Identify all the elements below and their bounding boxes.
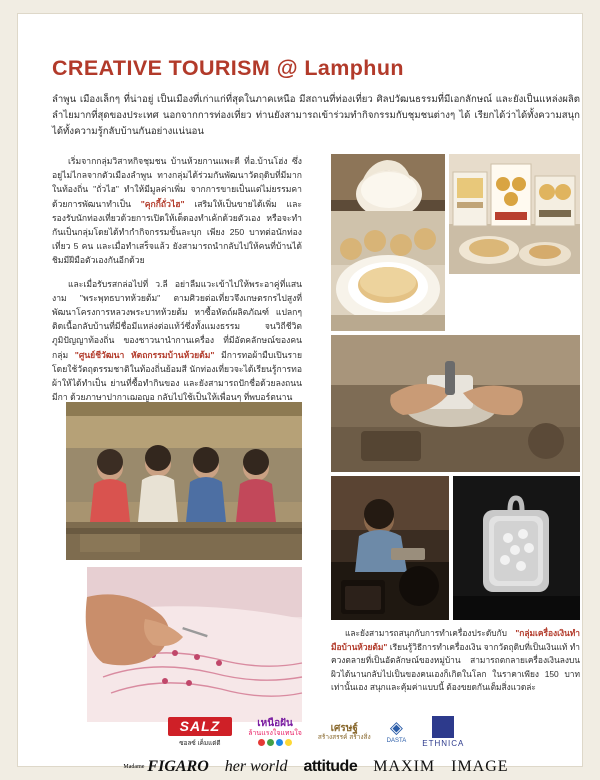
left-text-column [52, 154, 302, 413]
photo-silver-pendant [453, 476, 580, 620]
logo-ethnica[interactable] [422, 714, 464, 750]
logo-figaro[interactable] [123, 756, 208, 778]
body-p1-highlight: "คุกกี้ถั่วไฮ" [140, 198, 185, 209]
photo-silversmith-hands [331, 335, 580, 472]
logo-herworld-label: her world [224, 758, 288, 775]
body-p1-before: เริ่มจากกลุ่มวิสาหกิจชุมชน บ้านห้วยกานแพะดี ที่อ.บ้านโฮ่ง ซึ่งอยู่ไม่ไกลจากตัวเมืองลำพูน ทางกลุ่มได้ร่วมกันพัฒนาวัตถุดิบที่มีมากในท้องถิ่น "ถั่วไฮ" ทำให้มีมูลค่าเพิ่ม จากการขายเป็นแต่ไม่ยรรมคาด้วยการพัฒนาทำเป็น [52, 156, 302, 209]
logo-salz-main: SALZ [168, 717, 233, 736]
photo-cookie-packages [449, 154, 580, 274]
logo-figaro-label: FIGARO [147, 758, 209, 775]
photo-weaving-group [66, 402, 302, 560]
right-caption-highlight: "กลุ่มเครื่องเงินทำมือบ้านห้วยต้ม" [331, 628, 580, 652]
logo-ethnica-label: ETHNICA [422, 738, 465, 748]
logo-image[interactable] [451, 756, 508, 778]
logo-maxim-label: MAXIM [373, 758, 436, 775]
ethnica-square-icon [432, 716, 454, 738]
logo-dasta[interactable] [387, 714, 407, 750]
page-title: CREATIVE TOURISM @ Lamphun [52, 56, 404, 80]
right-caption-paragraph [331, 627, 580, 695]
right-caption-after: เรียนรู้วิธีการทำเครื่องเงิน จากวัตถุดิบที่เป็นเงินแท้ ทำควงตลายที่เป็นอัตลักษณ์ของหมู่บ้าน สามารถตกลายเครื่องเงินลงบนผิวได้นานกลับไปเป็นของคนเองก็เกิดในโลก ในราคาเพียง 150 บาท เท่านั้นเอง สนุกและคุ้มค่าแบบนี้ ต้องขยดกันเต็มสิ่งแวดล่ะ [331, 641, 580, 693]
right-caption-column [331, 627, 580, 695]
logo-salz[interactable] [168, 714, 233, 750]
logo-dasta-label: DASTA [386, 738, 407, 745]
logo-figaro-prefix: Madame [123, 764, 145, 770]
body-p2-before: และเมื่อรับรสกล่อไปที่ ว.ลี อย่าลืมแวะเข้าไปให้พระอาคู่ที่แสนงาม "พระพุทธบาทห้วยต้ม" ตามศิวยต่อเที่ยวจึงเกษตรกรไปสูงที่พัฒนาโครงการหลวงพระบาทห้วยต้ม หาซื้อหัตถ์ผลิตภัณฑ์ แปลกๆ ติดเนื้อกลับบ้านที่มีชื่อมีแหล่งต่อแท้ว์ซึ่งทั้งแมงธรรม จนวิถีชีวิต ภูมิปัญญาท้องถิ่น ของชาวนานำกานเครื่อง ที่มีอัตคลักษณ์ของคนกลุ่ม [52, 278, 302, 360]
photo-embroidery-hand [87, 567, 302, 722]
logo-nuafun[interactable] [248, 714, 302, 750]
photo-cookie-plate [331, 211, 445, 331]
logo-herworld[interactable] [225, 756, 288, 778]
page-sheet [18, 14, 582, 775]
logo-image-label: IMAGE [451, 758, 509, 775]
photo-silver-worker [331, 476, 449, 620]
lede-paragraph: ลำพูน เมืองเล็กๆ ที่น่าอยู่ เป็นเมืองที่เก่าแก่ที่สุดในภาคเหนือ มีสถานที่ท่องเที่ยว ศิลปวัฒนธรรมที่มีเอกลักษณ์ และยังเป็นแหล่งผลิตลำไยมากที่สุดของประเทศ นอกจากการท่องเที่ยว ท่านยังสามารถเข้าร่วมทำกิจกรรมกับชุมชนต่างๆ ได้ เรียกได้ว่าได้ทั้งความสนุก ได้ทั้งความรู้กลับบ้านกันอย่างแน่นอน [52, 94, 580, 137]
body-p2-after: มีการทอผ้ามืบเปินราย โดยใช้วัตถุดรรมชาติในท้องถิ่นย้อมสี นักท่องเที่ยวจะได้เรียนรู้การทอผ้าให้ได้ทำเป็น ย่านที่ซื้อทำกินของ และยังสามารถปักชื่อด้วยลงถนนมีกา ด้วยภาษาปากาเฌอญอ กลับไปใช้เป็นให้เพื่อนๆ ที่พบอร์ตนาน [52, 349, 303, 403]
logo-salz-sub: ซอลซ์ เค็มแต่ดี [179, 739, 221, 747]
logo-creative-line2: สร้างสรรค์ สร้างสิ่ง [317, 733, 371, 741]
logo-attitude[interactable] [303, 756, 357, 778]
sponsor-logo-row-2 [52, 756, 580, 778]
logo-creative-line1: เศรษฐ์ [330, 722, 358, 734]
body-paragraph-2 [52, 277, 302, 405]
right-caption-before: และยังสามารถสนุกกับการทำเครื่องประดับกับ [345, 628, 516, 638]
logo-nuafun-line2: ล้านแรงใจแทนใจ [248, 729, 302, 737]
body-p2-highlight: "ศูนย์ชีวัฒนา หัตถกรรมบ้านห้วยต้ม" [74, 349, 215, 360]
logo-nuafun-dots-icon [258, 739, 292, 746]
dasta-mark-icon: ◈ [389, 718, 403, 738]
body-paragraph-1 [52, 154, 302, 268]
logo-nuafun-line1: เหนือฝัน [257, 717, 293, 729]
logo-attitude-label: attitude [303, 758, 358, 775]
sponsor-logo-row-1 [52, 714, 580, 750]
body-p1-after: เสริมให้เป็นขายได้เพิ่ม และรองรับนักท่องเที่ยวด้วยการเปิดให้เด็ดองทำเค้กด้วยตัวเอง หรือจะทำกันเป็นกลุ่มโดยได้ทำกำกิจกรรมขั้นละบุก เพียง 250 บาทต่อนักท่องเที่ยว 5 คน และเมื่อทำเสร็จแล้ว ยังสามารถนำกลับไปให้คนที่บ้านได้ชิมมีฝีมือตัวเองกันอีกด้วย [52, 198, 302, 266]
logo-creative-economy[interactable] [318, 714, 371, 750]
logo-maxim[interactable] [373, 756, 435, 778]
